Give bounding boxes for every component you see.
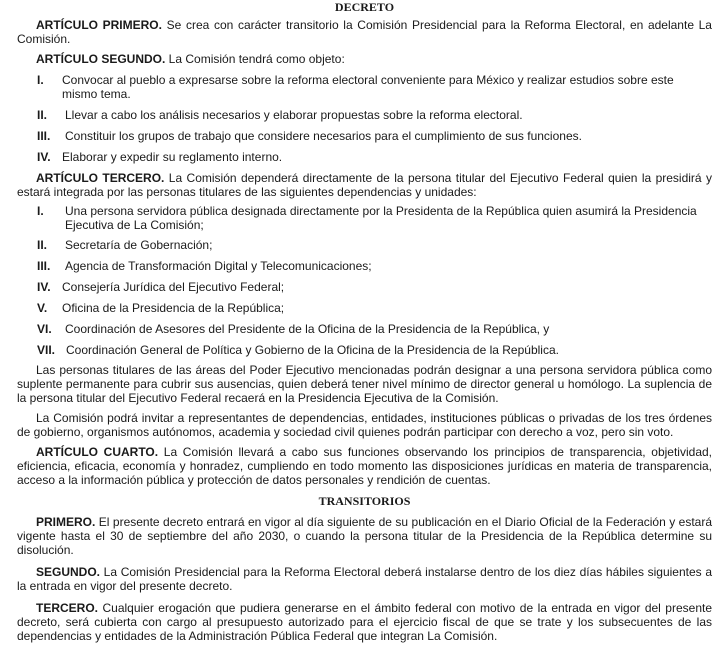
list-item xyxy=(17,322,712,336)
list-item-text: Convocar al pueblo a expresarse sobre la reforma electoral conveniente para México y realizar estudios sobre este mismo tema. xyxy=(62,73,674,101)
article-first-text: Se crea con carácter transitorio la Comisión Presidencial para la Reforma Electoral, en adelante La Comisión. xyxy=(17,18,712,46)
list-item-number: VI. xyxy=(37,322,52,336)
list-item xyxy=(17,129,712,143)
list-item xyxy=(17,259,712,273)
list-item-number: II. xyxy=(37,238,48,252)
list-item-number: VII. xyxy=(37,343,56,357)
list-item-text: Agencia de Transformación Digital y Telecomunicaciones; xyxy=(65,259,372,273)
list-item xyxy=(17,108,712,122)
list-item-text: Coordinación General de Política y Gobierno de la Oficina de la Presidencia de la República. xyxy=(66,343,559,357)
article-third-invitations: La Comisión podrá invitar a representantes de dependencias, entidades, instituciones públicas o privadas de los tres órdenes de gobierno, organismos autónomos, academia y sociedad civil quienes podrán participar con derecho a voz, pero sin voto. xyxy=(17,411,712,439)
list-item-text: Oficina de la Presidencia de la República; xyxy=(62,301,285,315)
transitory-second-label: SEGUNDO. xyxy=(36,565,101,579)
article-third-label: ARTÍCULO TERCERO. xyxy=(36,171,165,185)
list-item-number: I. xyxy=(37,73,44,87)
list-item-number: IV. xyxy=(37,280,51,294)
decree-heading: DECRETO xyxy=(334,0,395,14)
list-item xyxy=(17,204,712,232)
list-item-number: III. xyxy=(37,259,51,273)
article-fourth xyxy=(17,445,712,487)
list-item-text: Secretaría de Gobernación; xyxy=(65,238,213,252)
article-third-list xyxy=(17,204,712,357)
list-item-text: Elaborar y expedir su reglamento interno. xyxy=(62,150,283,164)
list-item-number: III. xyxy=(37,129,51,143)
article-third-text: La Comisión dependerá directamente de la persona titular del Ejecutivo Federal quien la presidirá y estará integrada por las personas titulares de las siguientes dependencias y unidades: xyxy=(17,171,712,199)
transitory-third-text: Cualquier erogación que pudiera generarse en el ámbito federal con motivo de la entrada en vigor del presente decreto, será cubierta con cargo al presupuesto autorizado para el ejercicio fiscal de que se trate y los subsecuentes de las dependencias y entidades de la Administración Pública Federal que integran La Comisión. xyxy=(17,601,712,643)
article-first-label: ARTÍCULO PRIMERO. xyxy=(36,18,162,32)
article-fourth-label: ARTÍCULO CUARTO. xyxy=(36,445,159,459)
article-fourth-text: La Comisión llevará a cabo sus funciones observando los principios de transparencia, objetividad, eficiencia, eficacia, economía y honradez, cumpliendo en todo momento las disposiciones jurídicas en materia de transparencia, acceso a la información pública y protección de datos personales y rendición de cuentas. xyxy=(17,445,712,487)
list-item-number: I. xyxy=(37,204,44,218)
list-item-text: Llevar a cabo los análisis necesarios y elaborar propuestas sobre la reforma electoral. xyxy=(65,108,523,122)
transitory-second-text: La Comisión Presidencial para la Reforma Electoral deberá instalarse dentro de los diez días hábiles siguientes a la entrada en vigor del presente decreto. xyxy=(17,565,712,593)
list-item-number: II. xyxy=(37,108,48,122)
transitory-third xyxy=(17,601,712,643)
article-second-list xyxy=(17,73,712,164)
article-second-label: ARTÍCULO SEGUNDO. xyxy=(36,52,166,66)
article-first xyxy=(17,18,712,46)
list-item xyxy=(17,73,712,101)
article-third xyxy=(17,171,712,199)
list-item-text: Coordinación de Asesores del Presidente de la Oficina de la Presidencia de la República, y xyxy=(65,322,550,336)
article-second xyxy=(17,52,712,66)
list-item-text: Consejería Jurídica del Ejecutivo Federal; xyxy=(62,280,285,294)
list-item-number: V. xyxy=(37,301,48,315)
list-item xyxy=(17,150,712,164)
list-item xyxy=(17,301,712,315)
list-item xyxy=(17,343,712,357)
transitory-first-label: PRIMERO. xyxy=(36,515,96,529)
transitory-second xyxy=(17,565,712,593)
list-item-text: Una persona servidora pública designada directamente por la Presidenta de la República quien asumirá la Presidencia Ejecutiva de La Comisión; xyxy=(65,204,697,232)
transitory-third-label: TERCERO. xyxy=(36,601,99,615)
list-item xyxy=(17,280,712,294)
list-item xyxy=(17,238,712,252)
transitory-first xyxy=(17,515,712,557)
transitory-first-text: El presente decreto entrará en vigor al día siguiente de su publicación en el Diario Oficial de la Federación y estará vigente hasta el 30 de septiembre del año 2030, o cuando la persona titular de la Presidencia de la República determine su disolución. xyxy=(17,515,712,557)
article-third-substitutes: Las personas titulares de las áreas del Poder Ejecutivo mencionadas podrán designar a una persona servidora pública como suplente permanente para cubrir sus ausencias, quien deberá tener nivel mínimo de director general u homólogo. La suplencia de la persona titular del Ejecutivo Federal recaerá en la Presidencia Ejecutiva de la Comisión. xyxy=(17,363,712,405)
list-item-text: Constituir los grupos de trabajo que considere necesarios para el cumplimiento de sus funciones. xyxy=(65,129,582,143)
list-item-number: IV. xyxy=(37,150,51,164)
transitorios-heading: TRANSITORIOS xyxy=(318,494,411,508)
article-second-text: La Comisión tendrá como objeto: xyxy=(165,52,345,66)
